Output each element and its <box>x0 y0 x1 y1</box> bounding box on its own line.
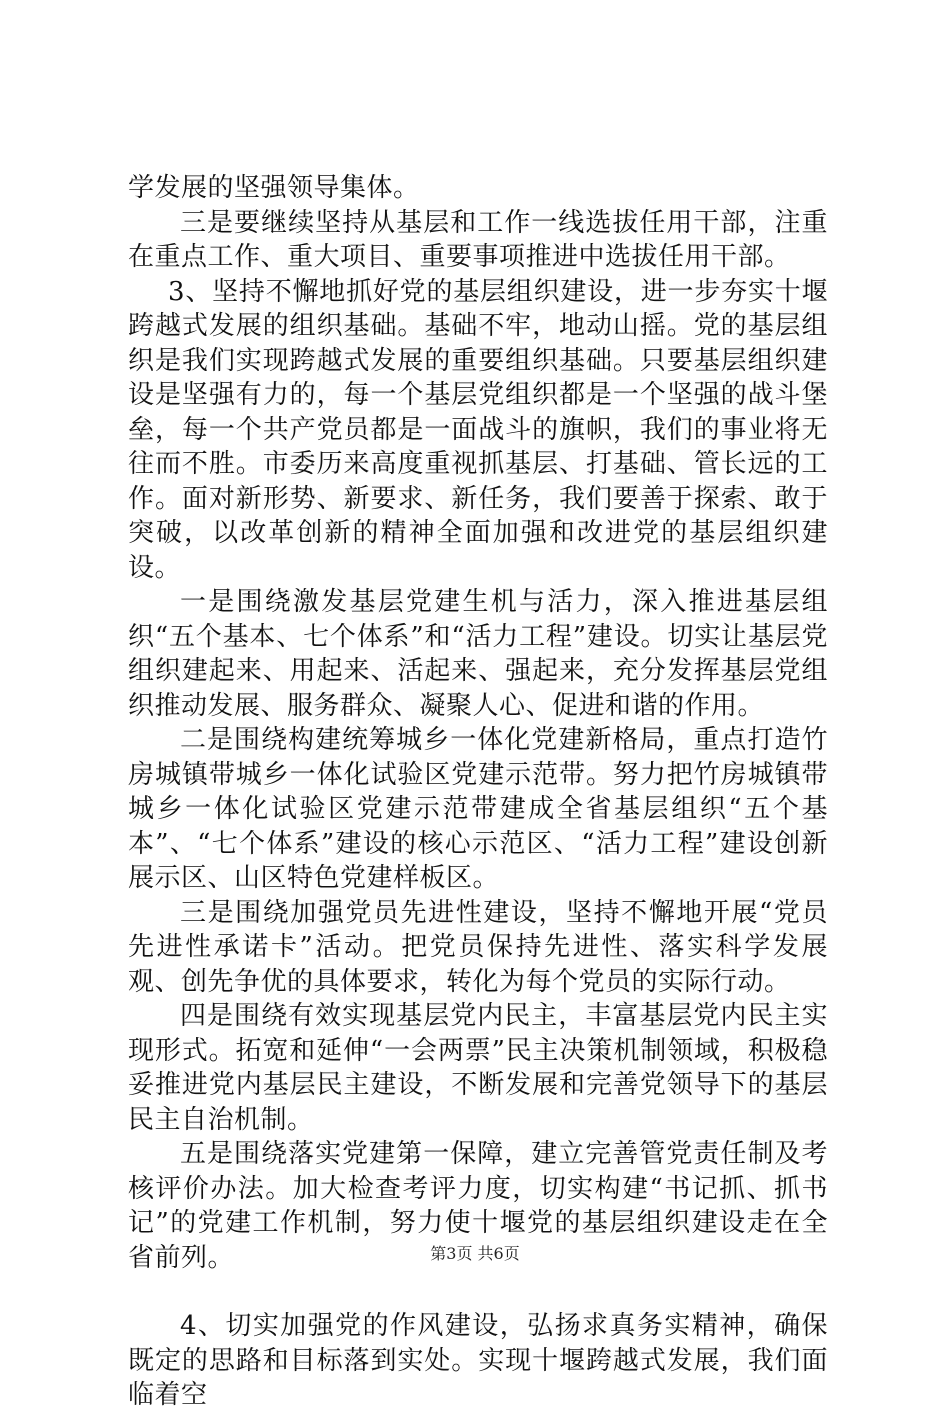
paragraph-gap <box>128 1275 828 1309</box>
page-number-footer: 第3页 共6页 <box>430 1244 520 1263</box>
paragraph-cadre-selection: 三是要继续坚持从基层和工作一线选拔任用干部，注重在重点工作、重大项目、重要事项推进中选拔任用干部。 <box>128 207 828 272</box>
paragraph-section-4: 4、切实加强党的作风建设，弘扬求真务实精神，确保既定的思路和目标落到实处。实现十堰跨越式发展，我们面临着空 <box>128 1311 828 1410</box>
document-body <box>128 171 828 1413</box>
paragraph-item-four: 四是围绕有效实现基层党内民主，丰富基层党内民主实现形式。拓宽和延伸“一会两票”民主决策机制领域，积极稳妥推进党内基层民主建设，不断发展和完善党领导下的基层民主自治机制。 <box>128 1001 828 1135</box>
paragraph-continuation: 学发展的坚强领导集体。 <box>128 173 420 203</box>
paragraph-item-two: 二是围绕构建统筹城乡一体化党建新格局，重点打造竹房城镇带城乡一体化试验区党建示范带。努力把竹房城镇带城乡一体化试验区党建示范带建成全省基层组织“五个基本”、“七个体系”建设的核心示范区、“活力工程”建设创新展示区、山区特色党建样板区。 <box>128 725 828 893</box>
paragraph-item-five: 五是围绕落实党建第一保障，建立完善管党责任制及考核评价办法。加大检查考评力度，切实构建“书记抓、抓书记”的党建工作机制，努力使十堰党的基层组织建设走在全省前列。 <box>128 1139 828 1273</box>
paragraph-item-three: 三是围绕加强党员先进性建设，坚持不懈地开展“党员先进性承诺卡”活动。把党员保持先进性、落实科学发展观、创先争优的具体要求，转化为每个党员的实际行动。 <box>128 897 828 997</box>
paragraph-section-3: 3、坚持不懈地抓好党的基层组织建设，进一步夯实十堰跨越式发展的组织基础。基础不牢，地动山摇。党的基层组织是我们实现跨越式发展的重要组织基础。只要基层组织建设是坚强有力的，每一个基层党组织都是一个坚强的战斗堡垒，每一个共产党员都是一面战斗的旗帜，我们的事业将无往而不胜。市委历来高度重视抓基层、打基础、管长远的工作。面对新形势、新要求、新任务，我们要善于探索、敢于突破，以改革创新的精神全面加强和改进党的基层组织建设。 <box>128 276 828 583</box>
paragraph-item-one: 一是围绕激发基层党建生机与活力，深入推进基层组织“五个基本、七个体系”和“活力工程”建设。切实让基层党组织建起来、用起来、活起来、强起来，充分发挥基层党组织推动发展、服务群众、凝聚人心、促进和谐的作用。 <box>128 587 828 721</box>
